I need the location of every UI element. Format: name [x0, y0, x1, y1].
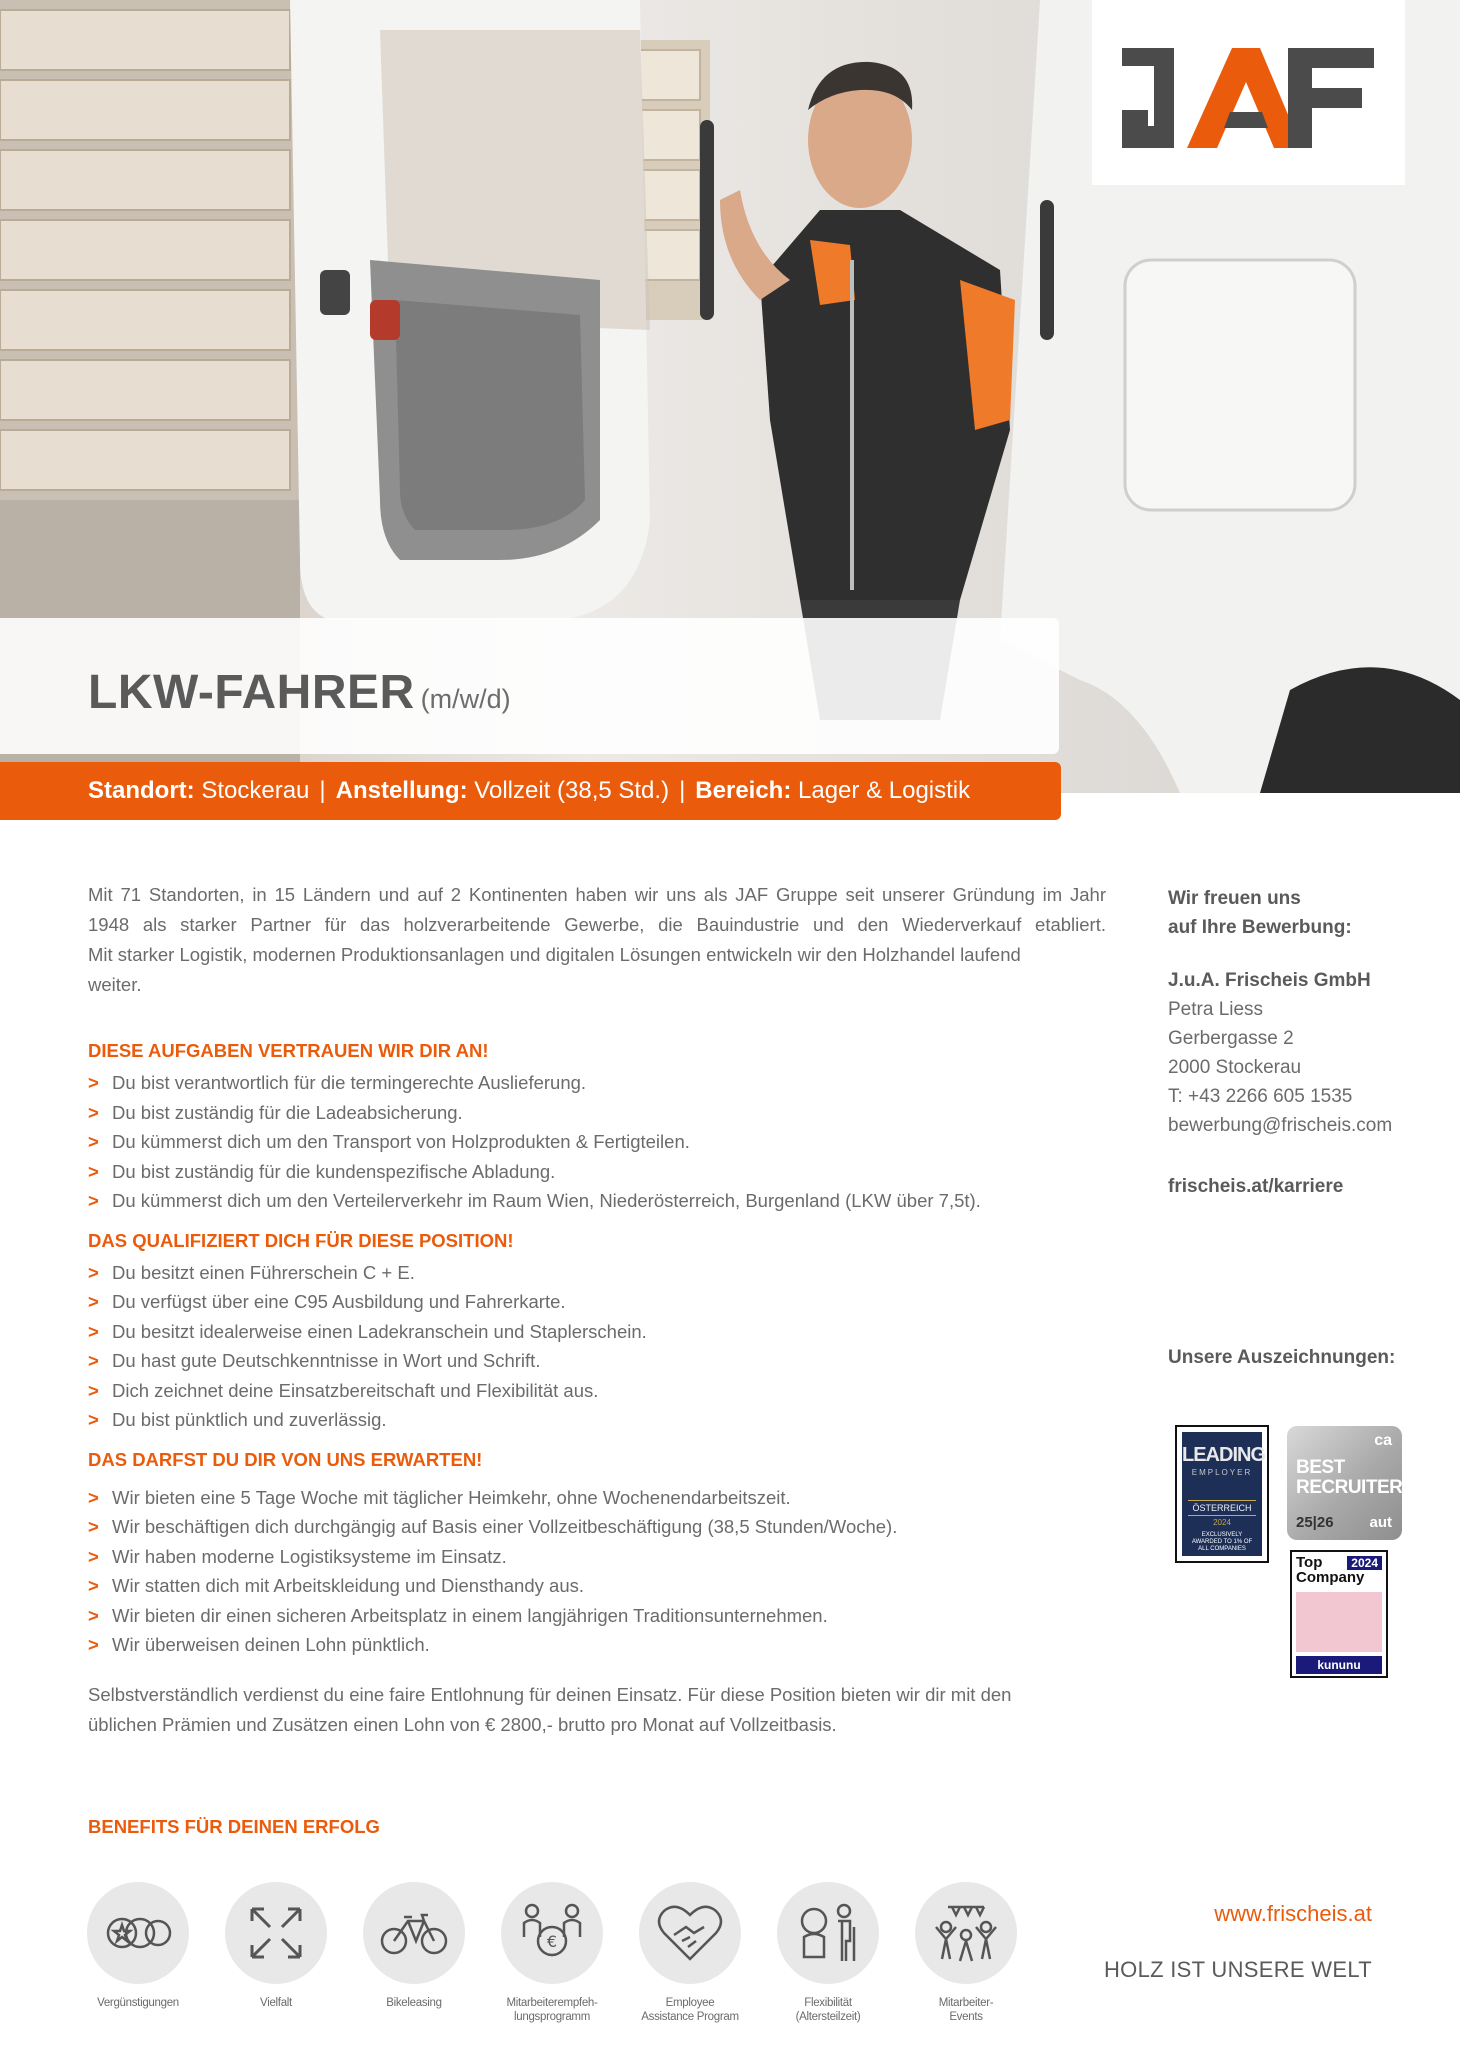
badge-text: 2024: [1347, 1556, 1382, 1570]
leading-employer-badge: [1175, 1425, 1269, 1563]
badge-text: kununu: [1296, 1656, 1382, 1674]
list-item: > Dich zeichnet deine Einsatzbereitschaft und Flexibilität aus.: [88, 1376, 1106, 1406]
offer-list: [88, 1483, 1106, 1660]
intro-line: 1948 als starker Partner für das holzverarbeitende Gewerbe, die Bauindustrie und den Wiederverkauf etabliert.: [88, 914, 1106, 935]
list-item: > Du kümmerst dich um den Transport von Holzprodukten & Fertigteilen.: [88, 1127, 1106, 1157]
contact-sidebar: [1168, 884, 1428, 1201]
benefit-item: [758, 1882, 898, 2024]
contact-person: Petra Liess: [1168, 999, 1264, 1020]
bullet-arrow-icon: >: [88, 1516, 99, 1537]
badge-text: ca: [1374, 1432, 1392, 1449]
tasks-list: [88, 1068, 1106, 1216]
bullet-arrow-icon: >: [88, 1575, 99, 1596]
qualifications-list: [88, 1258, 1106, 1435]
bullet-arrow-icon: >: [88, 1072, 99, 1093]
benefit-item: [68, 1882, 208, 2010]
bullet-arrow-icon: >: [88, 1350, 99, 1371]
badge-text: Top: [1296, 1554, 1323, 1571]
area-value: Lager & Logistik: [798, 777, 971, 804]
benefit-label: Mitarbeiterempfeh- lungsprogramm: [506, 1997, 598, 2023]
list-item: > Du besitzt idealerweise einen Ladekranschein und Staplerschein.: [88, 1317, 1106, 1347]
bullet-arrow-icon: >: [88, 1545, 99, 1567]
bullet-arrow-icon: >: [88, 1131, 99, 1152]
badge-text: EXCLUSIVELY AWARDED TO 1% OF ALL COMPANIES: [1191, 1532, 1253, 1552]
bullet-arrow-icon: >: [88, 1486, 99, 1508]
greeting: Wir freuen uns: [1168, 888, 1301, 909]
badge-text: EMPLOYER: [1191, 1468, 1253, 1477]
badge-text: Company: [1296, 1569, 1365, 1586]
location-label: Standort:: [88, 777, 195, 804]
list-item: > Wir bieten dir einen sicheren Arbeitsplatz in einem langjährigen Traditionsunternehmen.: [88, 1601, 1106, 1631]
benefit-label: Vielfalt: [260, 1997, 292, 2009]
offer-heading: DAS DARFST DU DIR VON UNS ERWARTEN!: [88, 1448, 483, 1470]
location-value: Stockerau: [201, 777, 310, 804]
benefit-item: [206, 1882, 346, 2010]
street: Gerbergasse 2: [1168, 1028, 1294, 1049]
list-item: > Du bist pünktlich und zuverlässig.: [88, 1405, 1106, 1435]
badge-text: aut: [1369, 1514, 1392, 1531]
company-name: J.u.A. Frischeis GmbH: [1168, 970, 1371, 991]
benefit-label: Bikeleasing: [386, 1997, 442, 2009]
salary-line: Selbstverständlich verdienst du eine faire Entlohnung für deinen Einsatz. Für diese Position bieten wir dir mit den: [88, 1683, 1012, 1705]
bullet-arrow-icon: >: [88, 1101, 99, 1123]
employment-label: Anstellung:: [335, 777, 468, 804]
benefit-label: Flexibilität (Altersteilzeit): [795, 1997, 861, 2023]
email-link[interactable]: bewerbung@frischeis.com: [1168, 1115, 1393, 1136]
list-item: > Wir bieten eine 5 Tage Woche mit täglicher Heimkehr, ohne Wochenendarbeitszeit.: [88, 1483, 1106, 1513]
tasks-heading: DIESE AUFGABEN VERTRAUEN WIR DIR AN!: [88, 1040, 489, 1061]
best-recruiters-badge: [1287, 1426, 1415, 1540]
discount-icon: [102, 1897, 174, 1969]
jaf-logo: [1092, 0, 1405, 185]
salary-line: üblichen Prämien und Zusätzen einen Lohn von € 2800,- brutto pro Monat auf Vollzeitbasis.: [88, 1713, 837, 1735]
area-label: Bereich:: [695, 777, 792, 804]
awards-heading: Unsere Auszeichnungen:: [1168, 1347, 1396, 1368]
bullet-arrow-icon: >: [88, 1320, 99, 1342]
family-icon: [792, 1897, 864, 1969]
city: 2000 Stockerau: [1168, 1057, 1302, 1078]
bullet-arrow-icon: >: [88, 1291, 99, 1312]
benefit-label: Employee Assistance Program: [641, 1997, 739, 2023]
website-link[interactable]: www.frischeis.at: [1214, 1901, 1372, 1926]
jaf-logo-icon: [1092, 0, 1405, 185]
separator: |: [319, 777, 326, 804]
benefit-label: Mitarbeiter- Events: [938, 1997, 994, 2023]
kununu-top-company-badge: [1290, 1550, 1388, 1678]
list-item: > Du bist zuständig für die kundenspezifische Abladung.: [88, 1157, 1106, 1187]
phone[interactable]: T: +43 2266 605 1535: [1168, 1086, 1353, 1107]
bullet-arrow-icon: >: [88, 1379, 99, 1401]
bullet-arrow-icon: >: [88, 1604, 99, 1626]
kununu-logo-mark: [1296, 1592, 1382, 1652]
benefits-heading: BENEFITS FÜR DEINEN ERFOLG: [88, 1816, 380, 1837]
benefit-item: [620, 1882, 760, 2024]
bicycle-icon: [378, 1897, 450, 1969]
arrows-icon: [240, 1897, 312, 1969]
bullet-arrow-icon: >: [88, 1409, 99, 1430]
list-item: > Wir haben moderne Logistiksysteme im Einsatz.: [88, 1542, 1106, 1572]
employment-value: Vollzeit (38,5 Std.): [474, 777, 670, 804]
badge-text: 2024: [1213, 1518, 1231, 1527]
intro-line: Mit 71 Standorten, in 15 Ländern und auf 2 Kontinenten haben wir uns als JAF Gruppe seit unserer Gründung im Jahr: [88, 884, 1106, 905]
list-item: > Du bist verantwortlich für die termingerechte Auslieferung.: [88, 1068, 1106, 1098]
qualifications-heading: DAS QUALIFIZIERT DICH FÜR DIESE POSITION!: [88, 1229, 514, 1251]
benefit-item: [344, 1882, 484, 2010]
badge-text: LEADING: [1182, 1444, 1265, 1466]
intro-text: [88, 880, 1106, 1000]
benefit-item: [482, 1882, 622, 2024]
celebration-icon: [930, 1897, 1002, 1969]
benefit-item: [896, 1882, 1036, 2024]
separator: |: [679, 777, 686, 804]
greeting: auf Ihre Bewerbung:: [1168, 917, 1352, 938]
list-item: > Du verfügst über eine C95 Ausbildung und Fahrerkarte.: [88, 1287, 1106, 1317]
bullet-arrow-icon: >: [88, 1160, 99, 1182]
list-item: > Wir überweisen deinen Lohn pünktlich.: [88, 1630, 1106, 1660]
intro-line: Mit starker Logistik, modernen Produktionsanlagen und digitalen Lösungen entwickeln wir den Holzhandel laufend: [88, 944, 1021, 965]
job-info-bar: [0, 762, 1061, 820]
hero-photo: [0, 0, 1460, 793]
badge-text: ÖSTERREICH: [1188, 1500, 1256, 1516]
bullet-arrow-icon: >: [88, 1261, 99, 1283]
benefit-label: Vergünstigungen: [97, 1997, 179, 2009]
careers-link[interactable]: frischeis.at/karriere: [1168, 1176, 1344, 1197]
list-item: > Du bist zuständig für die Ladeabsicherung.: [88, 1098, 1106, 1128]
list-item: > Wir statten dich mit Arbeitskleidung und Diensthandy aus.: [88, 1571, 1106, 1601]
list-item: > Wir beschäftigen dich durchgängig auf Basis einer Vollzeitbeschäftigung (38,5 Stunden/Woche).: [88, 1512, 1106, 1542]
intro-line: weiter.: [88, 974, 142, 995]
job-title-suffix: (m/w/d): [420, 684, 511, 714]
bullet-arrow-icon: >: [88, 1634, 99, 1655]
badge-text: 25|26: [1296, 1514, 1334, 1531]
heart-handshake-icon: [654, 1897, 726, 1969]
job-title: LKW-FAHRER (m/w/d): [88, 666, 511, 719]
slogan: HOLZ IST UNSERE WELT: [1103, 1957, 1372, 1982]
salary-text: [88, 1680, 1106, 1740]
main-content: [88, 880, 1106, 1740]
badge-text: BEST RECRUITERS: [1296, 1457, 1415, 1498]
list-item: > Du hast gute Deutschkenntnisse in Wort und Schrift.: [88, 1346, 1106, 1376]
list-item: > Du kümmerst dich um den Verteilerverkehr im Raum Wien, Niederösterreich, Burgenland (LKW über 7,5t).: [88, 1186, 1106, 1216]
referral-icon: [516, 1897, 588, 1969]
list-item: > Du besitzt einen Führerschein C + E.: [88, 1258, 1106, 1288]
bullet-arrow-icon: >: [88, 1190, 99, 1211]
svg-text:€: €: [546, 1932, 558, 1951]
